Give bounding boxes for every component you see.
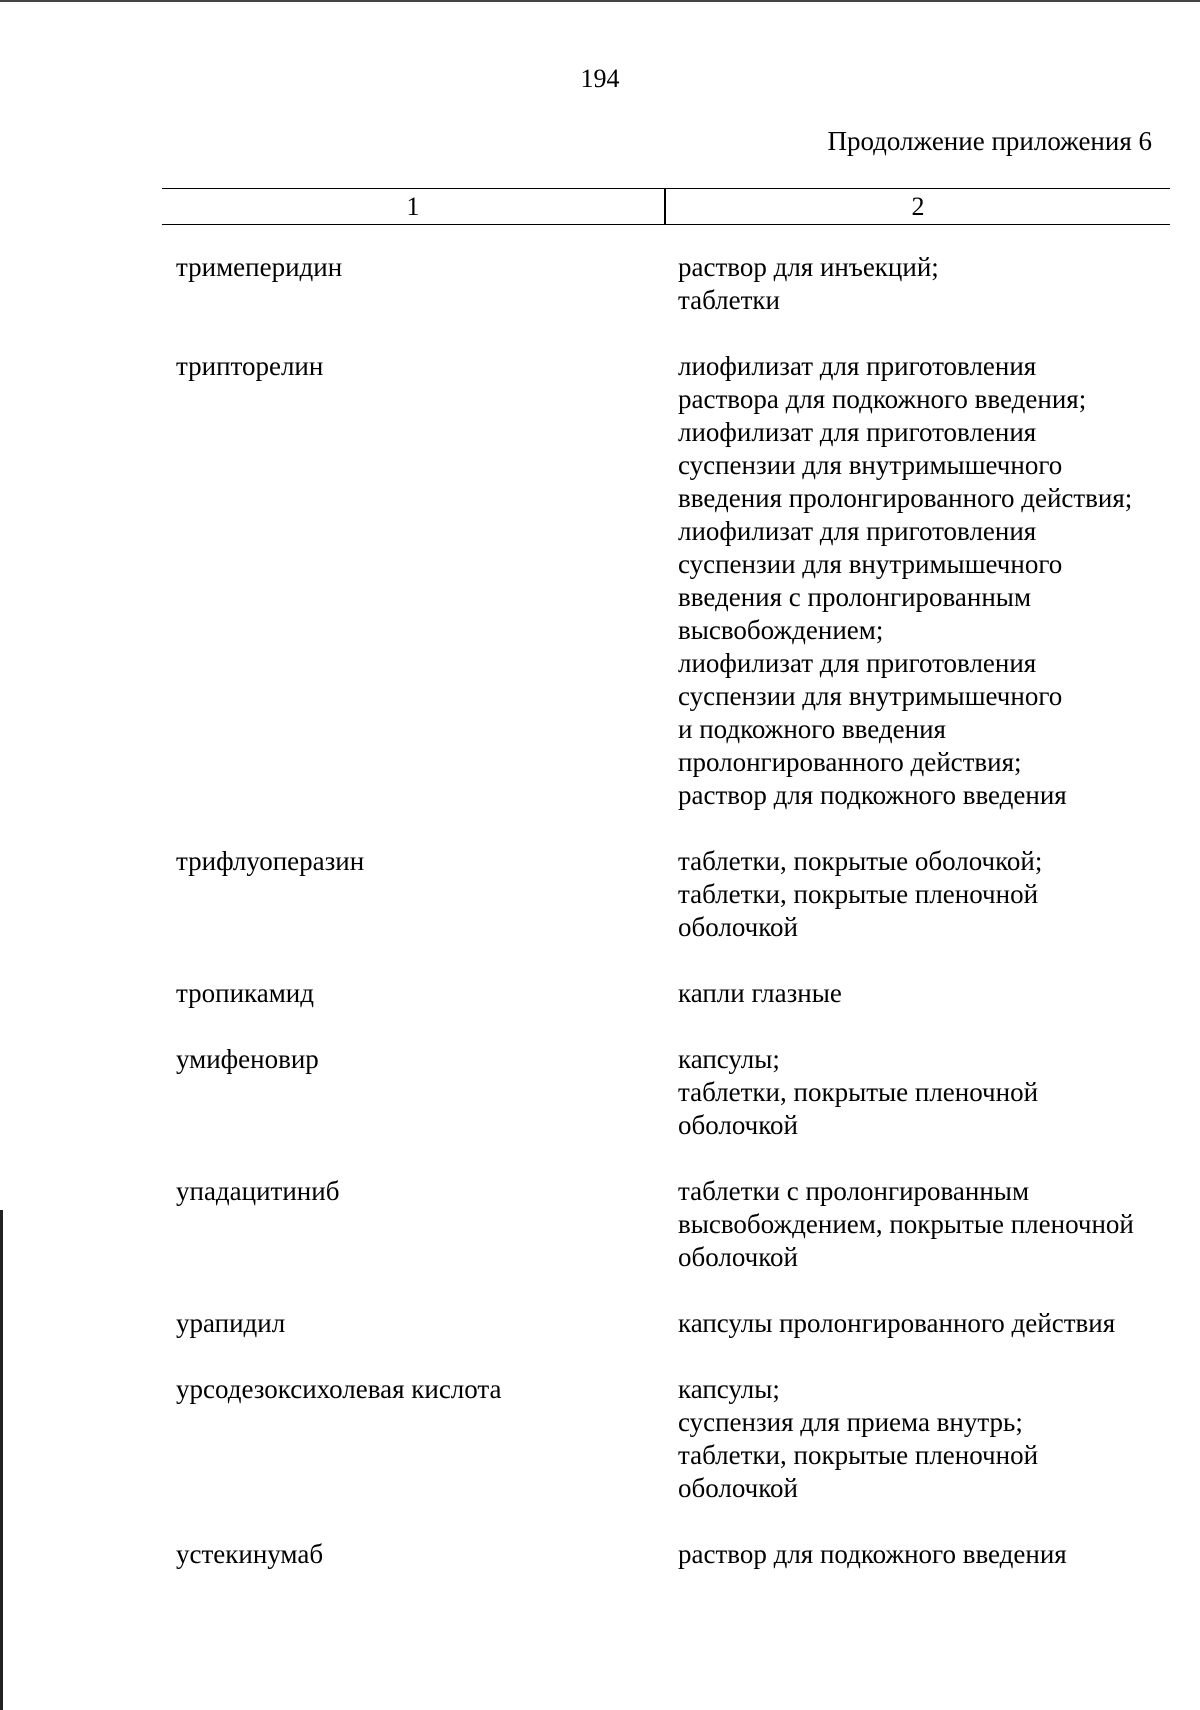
dosage-form-line: суспензии для внутримышечного — [678, 549, 1063, 579]
dosage-form-line: раствор для подкожного введения — [678, 1539, 1067, 1569]
dosage-form-line: суспензии для внутримышечного — [678, 681, 1063, 711]
continuation-label: Продолжение приложения 6 — [827, 126, 1152, 156]
dosage-form-line: лиофилизат для приготовления — [678, 648, 1037, 678]
drug-name: трифлуоперазин — [176, 846, 365, 876]
dosage-form-line: суспензии для внутримышечного — [678, 450, 1063, 480]
dosage-form-line: лиофилизат для приготовления — [678, 417, 1037, 447]
scan-top-edge — [0, 0, 1200, 2]
dosage-form-line: таблетки, покрытые пленочной — [678, 1077, 1039, 1107]
dosage-form-line: капсулы; — [678, 1044, 780, 1074]
page-number: 194 — [580, 64, 620, 93]
dosage-form-line: таблетки, покрытые оболочкой; — [678, 846, 1043, 876]
dosage-form-line: таблетки с пролонгированным — [678, 1176, 1030, 1206]
table-row — [176, 1373, 1176, 1505]
dosage-forms — [678, 1043, 1176, 1142]
dosage-form-line: оболочкой — [678, 1473, 798, 1503]
table-row — [176, 1043, 1176, 1142]
dosage-form-line: раствор для подкожного введения — [678, 780, 1067, 810]
table-header — [162, 188, 1170, 225]
dosage-form-line: таблетки — [678, 285, 781, 315]
drug-name: урсодезоксихолевая кислота — [176, 1374, 502, 1404]
dosage-form-line: капсулы пролонгированного действия — [678, 1308, 1116, 1338]
dosage-form-line: оболочкой — [678, 1110, 798, 1140]
dosage-forms — [678, 350, 1176, 812]
drug-name: тримеперидин — [176, 252, 343, 282]
dosage-form-line: таблетки, покрытые пленочной — [678, 1440, 1039, 1470]
dosage-form-line: капли глазные — [678, 978, 842, 1008]
table-row — [176, 977, 1176, 1010]
drug-name: упадацитиниб — [176, 1176, 340, 1206]
drug-name: трипторелин — [176, 351, 324, 381]
table-body — [176, 251, 1176, 1604]
table-row — [176, 845, 1176, 944]
table-row — [176, 251, 1176, 317]
table-header-col-2: 2 — [911, 192, 925, 221]
table-row — [176, 350, 1176, 812]
table-row — [176, 1175, 1176, 1274]
dosage-form-line: раствор для инъекций; — [678, 252, 939, 282]
table-header-col-1: 1 — [406, 192, 420, 221]
dosage-form-line: и подкожного введения — [678, 714, 946, 744]
dosage-form-line: лиофилизат для приготовления — [678, 516, 1037, 546]
dosage-form-line: введения пролонгированного действия; — [678, 483, 1133, 513]
table-row — [176, 1307, 1176, 1340]
scan-left-edge — [0, 1210, 3, 1710]
dosage-form-line: введения с пролонгированным — [678, 582, 1032, 612]
dosage-forms — [678, 977, 1176, 1010]
drug-name: тропикамид — [176, 978, 314, 1008]
dosage-form-line: оболочкой — [678, 912, 798, 942]
drug-name: урапидил — [176, 1308, 286, 1338]
dosage-form-line: таблетки, покрытые пленочной — [678, 879, 1039, 909]
dosage-forms — [678, 1373, 1176, 1505]
dosage-form-line: капсулы; — [678, 1374, 780, 1404]
dosage-form-line: лиофилизат для приготовления — [678, 351, 1037, 381]
dosage-form-line: пролонгированного действия; — [678, 747, 1022, 777]
dosage-forms — [678, 1538, 1176, 1571]
dosage-forms — [678, 1307, 1176, 1340]
drug-name: умифеновир — [176, 1044, 319, 1074]
drug-name: устекинумаб — [176, 1539, 324, 1569]
dosage-form-line: высвобождением, покрытые пленочной — [678, 1209, 1134, 1239]
dosage-form-line: раствора для подкожного введения; — [678, 384, 1087, 414]
dosage-forms — [678, 845, 1176, 944]
dosage-form-line: суспензия для приема внутрь; — [678, 1407, 1023, 1437]
table-row — [176, 1538, 1176, 1571]
dosage-form-line: высвобождением; — [678, 615, 884, 645]
dosage-form-line: оболочкой — [678, 1242, 798, 1272]
dosage-forms — [678, 1175, 1176, 1274]
dosage-forms — [678, 251, 1176, 317]
